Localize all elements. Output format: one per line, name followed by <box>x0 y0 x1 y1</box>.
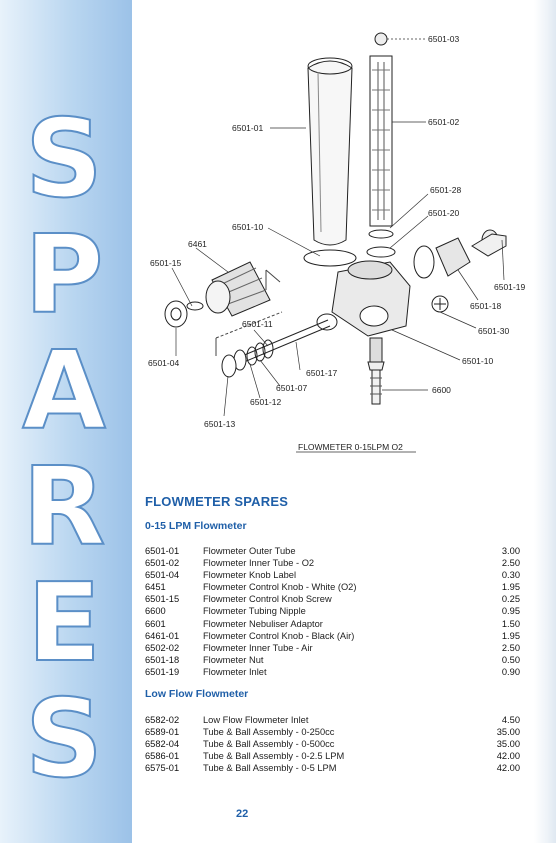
outer-tube-part <box>304 58 356 266</box>
label-6501-30: 6501-30 <box>478 326 510 336</box>
diagram-caption: FLOWMETER 0-15LPM O2 <box>298 442 403 452</box>
part-description: Low Flow Flowmeter Inlet <box>203 715 309 725</box>
part-code: 6501-02 <box>145 558 180 569</box>
page-edge-shadow <box>534 0 556 843</box>
part-price: 3.00 <box>501 546 520 556</box>
part-price: 0.90 <box>501 666 520 677</box>
part-code: 6582-02 <box>145 715 180 725</box>
part-price: 0.50 <box>501 654 520 665</box>
label-6501-11: 6501-11 <box>242 319 273 329</box>
group-title-0-15-lpm: 0-15 LPM Flowmeter <box>145 520 247 532</box>
part-code: 6586-01 <box>145 751 180 762</box>
label-6501-03: 6501-03 <box>428 34 460 44</box>
table-row <box>145 738 520 750</box>
part-price: 0.25 <box>501 594 520 605</box>
part-code: 6589-01 <box>145 727 180 738</box>
table-row <box>145 557 520 569</box>
sidebar-letter-s2: S <box>25 677 103 802</box>
part-code: 6461-01 <box>145 630 180 641</box>
part-price: 1.50 <box>501 618 520 629</box>
part-description: Flowmeter Control Knob - White (O2) <box>203 582 357 593</box>
label-6501-10-bottom: 6501-10 <box>462 356 494 366</box>
table-row <box>145 666 520 678</box>
sidebar-letter-a: A <box>22 329 106 454</box>
part-price: 35.00 <box>496 727 520 738</box>
control-knob-part <box>165 262 270 327</box>
sidebar-letter-e: E <box>27 561 101 686</box>
flowmeter-body-part <box>317 261 410 336</box>
part-price: 1.95 <box>501 582 520 593</box>
part-description: Flowmeter Control Knob - Black (Air) <box>203 630 355 641</box>
label-6501-12: 6501-12 <box>250 397 282 407</box>
diagram-svg <box>132 0 534 470</box>
page-number: 22 <box>236 808 249 820</box>
table-row <box>145 654 520 666</box>
part-code: 6501-15 <box>145 594 180 605</box>
parts-list-0-15-lpm <box>145 545 520 678</box>
flowmeter-exploded-diagram <box>132 0 534 470</box>
table-row <box>145 750 520 762</box>
part-description: Flowmeter Inner Tube - Air <box>203 642 313 653</box>
label-6501-04: 6501-04 <box>148 358 180 368</box>
part-description: Flowmeter Control Knob Screw <box>203 594 332 605</box>
part-price: 1.95 <box>501 630 520 641</box>
part-description: Flowmeter Tubing Nipple <box>203 606 306 617</box>
label-6600: 6600 <box>432 385 451 395</box>
part-description: Flowmeter Inlet <box>203 666 267 677</box>
label-6501-19: 6501-19 <box>494 282 526 292</box>
table-row <box>145 642 520 654</box>
table-row <box>145 714 520 726</box>
part-code: 6575-01 <box>145 763 180 774</box>
part-code: 6582-04 <box>145 739 180 750</box>
label-6501-10-top: 6501-10 <box>232 222 264 232</box>
part-description: Flowmeter Nut <box>203 654 264 665</box>
label-6501-15: 6501-15 <box>150 258 182 268</box>
part-price: 4.50 <box>501 715 520 725</box>
part-price: 35.00 <box>496 739 520 750</box>
spares-sidebar <box>0 0 132 843</box>
table-row <box>145 762 520 774</box>
inlet-nut-part <box>414 230 506 312</box>
part-price: 0.30 <box>501 570 520 581</box>
table-row <box>145 545 520 557</box>
label-6501-13: 6501-13 <box>204 419 236 429</box>
part-price: 2.50 <box>501 558 520 569</box>
table-row <box>145 630 520 642</box>
part-code: 6501-01 <box>145 546 180 556</box>
table-row <box>145 593 520 605</box>
part-code: 6600 <box>145 606 166 617</box>
label-6501-28: 6501-28 <box>430 185 462 195</box>
label-6501-07: 6501-07 <box>276 383 308 393</box>
part-description: Flowmeter Nebuliser Adaptor <box>203 618 323 629</box>
outlet-nipple-part <box>368 338 384 404</box>
part-price: 2.50 <box>501 642 520 653</box>
table-row <box>145 569 520 581</box>
table-row <box>145 726 520 738</box>
part-code: 6501-18 <box>145 654 180 665</box>
table-row <box>145 618 520 630</box>
part-price: 42.00 <box>496 763 520 774</box>
sidebar-letter-p: P <box>24 213 104 338</box>
part-code: 6451 <box>145 582 166 593</box>
table-row <box>145 581 520 593</box>
label-6501-01: 6501-01 <box>232 123 264 133</box>
part-description: Flowmeter Outer Tube <box>203 546 296 556</box>
group-title-low-flow: Low Flow Flowmeter <box>145 688 249 700</box>
part-description: Tube & Ball Assembly - 0-5 LPM <box>203 763 337 774</box>
sidebar-letter-s1: S <box>25 97 103 222</box>
part-code: 6501-04 <box>145 570 180 581</box>
label-6501-17: 6501-17 <box>306 368 338 378</box>
part-description: Flowmeter Knob Label <box>203 570 297 581</box>
part-code: 6501-19 <box>145 666 180 677</box>
part-description: Tube & Ball Assembly - 0-500cc <box>203 739 335 750</box>
section-title: FLOWMETER SPARES <box>145 494 289 509</box>
label-6501-18: 6501-18 <box>470 301 502 311</box>
label-6501-20: 6501-20 <box>428 208 460 218</box>
part-description: Tube & Ball Assembly - 0-250cc <box>203 727 335 738</box>
part-price: 42.00 <box>496 751 520 762</box>
part-code: 6601 <box>145 618 166 629</box>
parts-list-low-flow <box>145 714 520 774</box>
part-description: Flowmeter Inner Tube - O2 <box>203 558 315 569</box>
table-row <box>145 605 520 617</box>
part-price: 0.95 <box>501 606 520 617</box>
label-6461: 6461 <box>188 239 207 249</box>
inner-tube-part <box>367 33 395 257</box>
part-description: Tube & Ball Assembly - 0-2.5 LPM <box>203 751 345 762</box>
sidebar-letter-r: R <box>22 445 106 570</box>
part-code: 6502-02 <box>145 642 180 653</box>
label-6501-02: 6501-02 <box>428 117 460 127</box>
